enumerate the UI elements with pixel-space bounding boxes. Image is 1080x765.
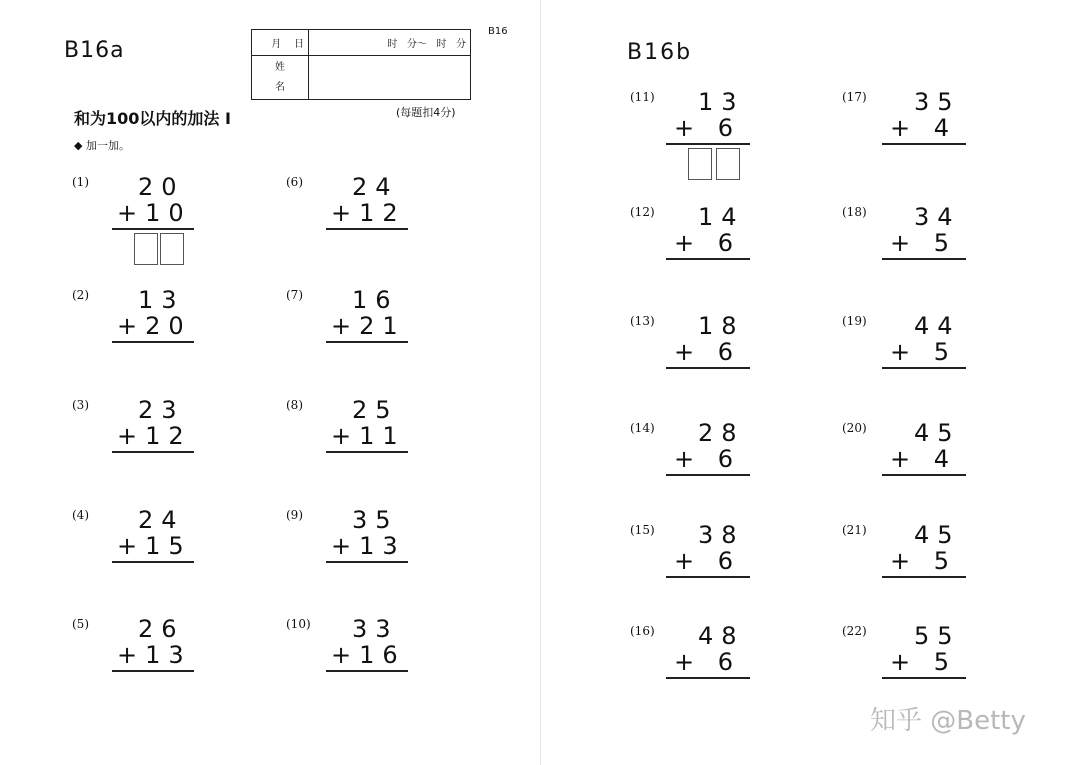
addend-top: 44 bbox=[914, 312, 961, 340]
month-label: 月 bbox=[271, 39, 282, 50]
addend-top: 33 bbox=[352, 615, 399, 643]
addend-bottom: + 6 bbox=[674, 648, 742, 676]
hour-label-2: 时 bbox=[436, 39, 447, 50]
problem bbox=[72, 617, 222, 707]
addend-top: 24 bbox=[138, 506, 185, 534]
addend-bottom: +21 bbox=[331, 312, 406, 340]
addend-top: 24 bbox=[352, 173, 399, 201]
problem bbox=[630, 523, 780, 613]
name-label-2: 名 bbox=[275, 81, 285, 93]
problem bbox=[72, 288, 222, 378]
addend-top: 34 bbox=[914, 203, 961, 231]
sum-line bbox=[326, 451, 408, 453]
addend-top: 35 bbox=[914, 88, 961, 116]
sum-line bbox=[666, 474, 750, 476]
instruction: ◆ 加一加。 bbox=[74, 139, 130, 152]
sum-line bbox=[666, 367, 750, 369]
problem bbox=[842, 205, 992, 295]
answer-box-ones[interactable] bbox=[716, 148, 740, 180]
page-code-left: B16a bbox=[64, 38, 125, 63]
addend-top: 14 bbox=[698, 203, 745, 231]
addend-top: 18 bbox=[698, 312, 745, 340]
addend-bottom: +20 bbox=[117, 312, 192, 340]
problem-number: (8) bbox=[286, 398, 303, 412]
problem bbox=[630, 205, 780, 295]
problem bbox=[286, 617, 436, 707]
problem-number: (12) bbox=[630, 205, 655, 219]
page-divider bbox=[540, 0, 541, 765]
sum-line bbox=[882, 258, 966, 260]
sum-line bbox=[326, 341, 408, 343]
sum-line bbox=[112, 561, 194, 563]
watermark: 知乎 @Betty bbox=[870, 706, 1026, 736]
day-label: 日 bbox=[294, 39, 304, 50]
addend-bottom: +12 bbox=[117, 422, 192, 450]
problem-number: (18) bbox=[842, 205, 867, 219]
problem-number: (10) bbox=[286, 617, 311, 631]
problem bbox=[72, 508, 222, 598]
problem-number: (16) bbox=[630, 624, 655, 638]
sum-line bbox=[326, 228, 408, 230]
problem-number: (2) bbox=[72, 288, 89, 302]
problem-number: (14) bbox=[630, 421, 655, 435]
name-label-cell bbox=[252, 56, 309, 100]
problem-number: (15) bbox=[630, 523, 655, 537]
addend-bottom: + 5 bbox=[890, 648, 958, 676]
addend-bottom: + 4 bbox=[890, 445, 958, 473]
sum-line bbox=[882, 576, 966, 578]
addend-top: 26 bbox=[138, 615, 185, 643]
name-label-1: 姓 bbox=[275, 61, 285, 73]
addend-bottom: +12 bbox=[331, 199, 406, 227]
problem-number: (19) bbox=[842, 314, 867, 328]
addend-top: 48 bbox=[698, 622, 745, 650]
problem bbox=[842, 421, 992, 511]
addend-top: 20 bbox=[138, 173, 185, 201]
sum-line bbox=[666, 576, 750, 578]
problem-number: (4) bbox=[72, 508, 89, 522]
addend-top: 28 bbox=[698, 419, 745, 447]
problem-number: (7) bbox=[286, 288, 303, 302]
addend-bottom: + 5 bbox=[890, 229, 958, 257]
corner-code: B16 bbox=[488, 26, 508, 37]
problem bbox=[630, 624, 780, 714]
problem bbox=[842, 523, 992, 613]
addend-top: 45 bbox=[914, 521, 961, 549]
sum-line bbox=[112, 670, 194, 672]
problem-number: (20) bbox=[842, 421, 867, 435]
problem bbox=[842, 90, 992, 180]
sum-line bbox=[112, 228, 194, 230]
sum-line bbox=[666, 258, 750, 260]
problem-number: (1) bbox=[72, 175, 89, 189]
problem bbox=[286, 398, 436, 488]
problem-number: (9) bbox=[286, 508, 303, 522]
addend-top: 45 bbox=[914, 419, 961, 447]
problem bbox=[842, 314, 992, 404]
addend-top: 16 bbox=[352, 286, 399, 314]
sum-line bbox=[666, 143, 750, 145]
sum-line bbox=[882, 677, 966, 679]
addend-bottom: + 6 bbox=[674, 229, 742, 257]
addend-top: 23 bbox=[138, 396, 185, 424]
answer-box-ones[interactable] bbox=[160, 233, 184, 265]
problem-number: (21) bbox=[842, 523, 867, 537]
problem-number: (17) bbox=[842, 90, 867, 104]
info-table bbox=[251, 29, 471, 100]
addend-top: 13 bbox=[698, 88, 745, 116]
addend-bottom: +13 bbox=[331, 532, 406, 560]
addend-top: 13 bbox=[138, 286, 185, 314]
sum-line bbox=[882, 474, 966, 476]
addend-bottom: +15 bbox=[117, 532, 192, 560]
addend-top: 25 bbox=[352, 396, 399, 424]
problem-number: (6) bbox=[286, 175, 303, 189]
addend-bottom: + 4 bbox=[890, 114, 958, 142]
addend-bottom: + 6 bbox=[674, 445, 742, 473]
answer-box-tens[interactable] bbox=[134, 233, 158, 265]
sum-line bbox=[882, 367, 966, 369]
hour-label-1: 时 bbox=[387, 39, 398, 50]
addend-bottom: +13 bbox=[117, 641, 192, 669]
addend-bottom: + 6 bbox=[674, 114, 742, 142]
worksheet-title: 和为100以内的加法 I bbox=[74, 109, 231, 128]
addend-bottom: +10 bbox=[117, 199, 192, 227]
addend-top: 35 bbox=[352, 506, 399, 534]
answer-box-tens[interactable] bbox=[688, 148, 712, 180]
problem-number: (3) bbox=[72, 398, 89, 412]
sum-line bbox=[326, 670, 408, 672]
addend-bottom: + 6 bbox=[674, 547, 742, 575]
addend-bottom: +16 bbox=[331, 641, 406, 669]
problem bbox=[286, 288, 436, 378]
score-note: (每题扣4分) bbox=[396, 106, 456, 119]
minute-label-1: 分～ bbox=[406, 39, 427, 50]
problem bbox=[630, 314, 780, 404]
sum-line bbox=[112, 341, 194, 343]
problem-number: (5) bbox=[72, 617, 89, 631]
addend-bottom: +11 bbox=[331, 422, 406, 450]
problem bbox=[72, 398, 222, 488]
addend-bottom: + 5 bbox=[890, 547, 958, 575]
addend-top: 55 bbox=[914, 622, 961, 650]
sum-line bbox=[666, 677, 750, 679]
sum-line bbox=[112, 451, 194, 453]
problem bbox=[286, 508, 436, 598]
problem bbox=[286, 175, 436, 265]
minute-label-2: 分 bbox=[456, 39, 466, 50]
page-code-right: B16b bbox=[627, 40, 693, 65]
name-field[interactable] bbox=[309, 56, 471, 100]
addend-bottom: + 5 bbox=[890, 338, 958, 366]
addend-top: 38 bbox=[698, 521, 745, 549]
problem-number: (22) bbox=[842, 624, 867, 638]
problem bbox=[72, 175, 222, 265]
problem-number: (13) bbox=[630, 314, 655, 328]
problem-number: (11) bbox=[630, 90, 655, 104]
sum-line bbox=[326, 561, 408, 563]
problem bbox=[630, 421, 780, 511]
problem bbox=[630, 90, 780, 180]
sum-line bbox=[882, 143, 966, 145]
addend-bottom: + 6 bbox=[674, 338, 742, 366]
